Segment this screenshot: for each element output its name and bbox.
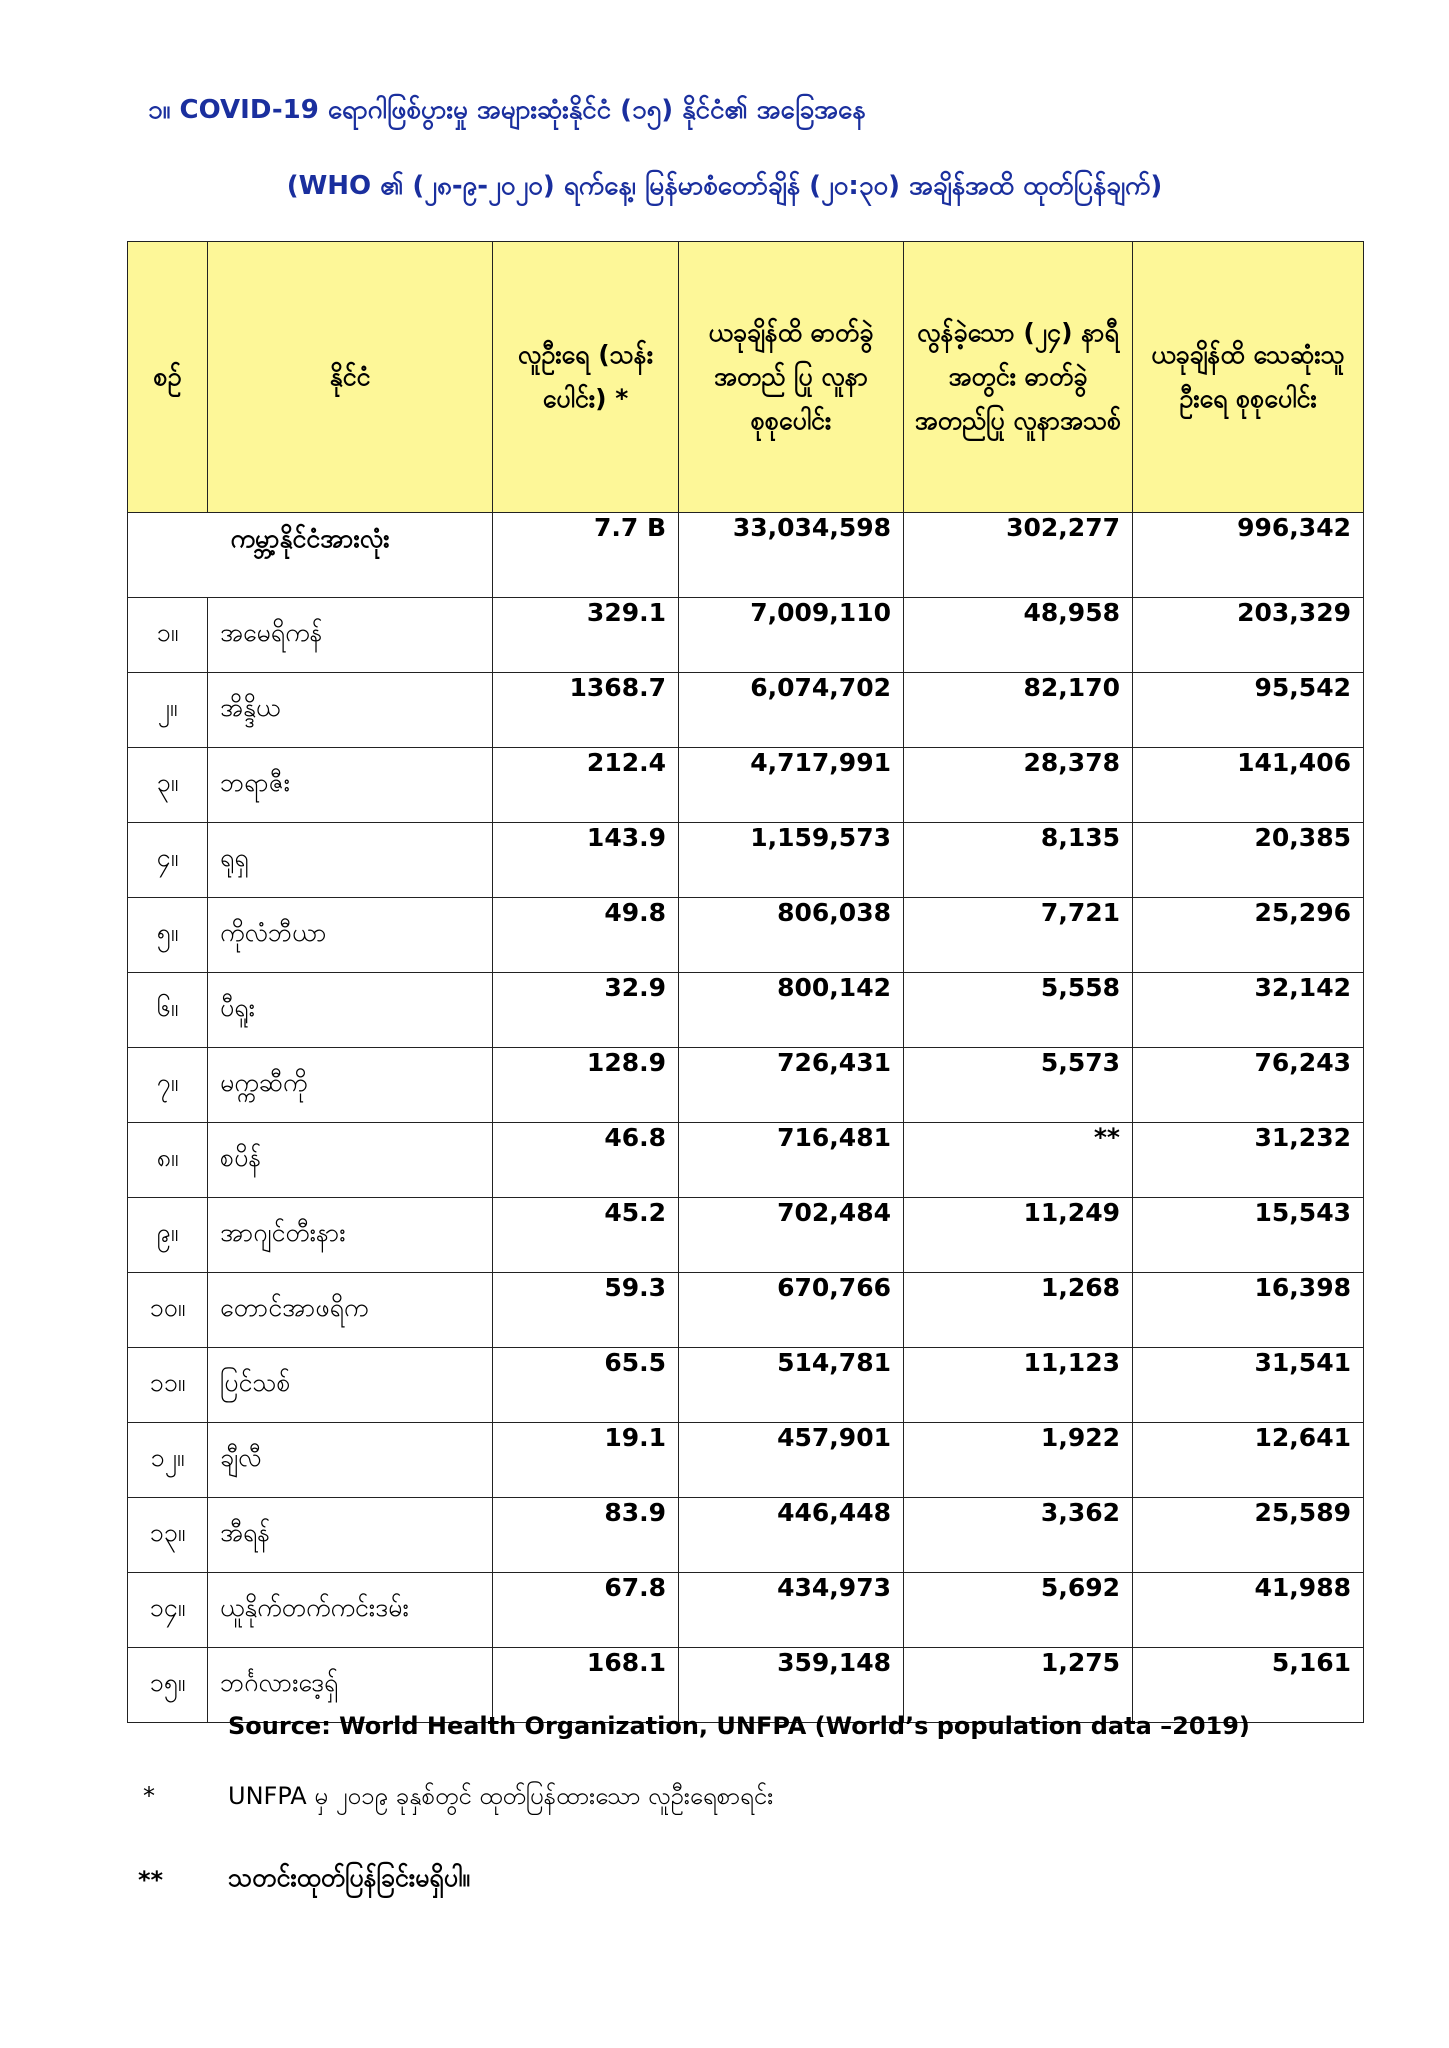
row-index: ၈။ <box>128 1123 208 1198</box>
row-population: 128.9 <box>493 1048 679 1123</box>
footnote-text: UNFPA မှ ၂၀၁၉ ခုနှစ်တွင် ထုတ်ပြန်ထားသော လူဦးရေစာရင်း <box>228 1782 774 1810</box>
table-row <box>128 1198 1364 1273</box>
row-country: တောင်အာဖရိက <box>208 1273 493 1348</box>
row-deaths: 25,589 <box>1133 1498 1364 1573</box>
row-deaths: 203,329 <box>1133 598 1364 673</box>
row-country: အမေရိကန် <box>208 598 493 673</box>
total-label: ကမ္ဘာ့နိုင်ငံအားလုံး <box>128 513 493 598</box>
row-population: 32.9 <box>493 973 679 1048</box>
row-index: ၁၀။ <box>128 1273 208 1348</box>
row-new-cases: 11,123 <box>904 1348 1133 1423</box>
row-index: ၂။ <box>128 673 208 748</box>
header-index: စဉ် <box>128 242 208 513</box>
header-deaths: ယခုချိန်ထိ သေဆုံးသူဦးရေ စုစုပေါင်း <box>1133 242 1364 513</box>
row-new-cases: 5,573 <box>904 1048 1133 1123</box>
row-new-cases: 7,721 <box>904 898 1133 973</box>
row-deaths: 15,543 <box>1133 1198 1364 1273</box>
row-population: 329.1 <box>493 598 679 673</box>
row-deaths: 25,296 <box>1133 898 1364 973</box>
row-deaths: 41,988 <box>1133 1573 1364 1648</box>
row-country: ယူနိုက်တက်ကင်းဒမ်း <box>208 1573 493 1648</box>
row-deaths: 141,406 <box>1133 748 1364 823</box>
footnote-text: သတင်းထုတ်ပြန်ခြင်းမရှိပါ။ <box>228 1863 470 1892</box>
row-deaths: 95,542 <box>1133 673 1364 748</box>
covid-table <box>127 241 1364 1723</box>
total-total-cases: 33,034,598 <box>679 513 904 598</box>
row-index: ၃။ <box>128 748 208 823</box>
row-index: ၁၂။ <box>128 1423 208 1498</box>
source-note: Source: World Health Organization, UNFPA (World’s population data –2019) <box>228 1712 1250 1740</box>
page-title: ၁။ COVID-19 ရောဂါဖြစ်ပွားမှု အများဆုံးနိုင်ငံ (၁၅) နိုင်ငံ၏ အခြေအနေ <box>148 95 866 125</box>
row-deaths: 5,161 <box>1133 1648 1364 1723</box>
table-row <box>128 1348 1364 1423</box>
row-deaths: 76,243 <box>1133 1048 1364 1123</box>
row-new-cases: 82,170 <box>904 673 1133 748</box>
row-total-cases: 702,484 <box>679 1198 904 1273</box>
row-country: ပြင်သစ် <box>208 1348 493 1423</box>
row-total-cases: 4,717,991 <box>679 748 904 823</box>
table-row <box>128 1273 1364 1348</box>
row-country: ဘင်္ဂလားဒေ့ရှ် <box>208 1648 493 1723</box>
total-deaths: 996,342 <box>1133 513 1364 598</box>
header-new-cases: လွန်ခဲ့သော (၂၄) နာရီ အတွင်း ဓာတ်ခွဲ အတည်ပြု လူနာအသစ် <box>904 242 1133 513</box>
row-new-cases: 1,275 <box>904 1648 1133 1723</box>
row-index: ၁၁။ <box>128 1348 208 1423</box>
row-population: 168.1 <box>493 1648 679 1723</box>
table-row <box>128 1123 1364 1198</box>
row-deaths: 31,232 <box>1133 1123 1364 1198</box>
row-population: 67.8 <box>493 1573 679 1648</box>
row-population: 19.1 <box>493 1423 679 1498</box>
header-total-cases: ယခုချိန်ထိ ဓာတ်ခွဲအတည် ပြု လူနာ စုစုပေါင်း <box>679 242 904 513</box>
row-country: အိန္ဒိယ <box>208 673 493 748</box>
row-deaths: 31,541 <box>1133 1348 1364 1423</box>
row-total-cases: 806,038 <box>679 898 904 973</box>
row-new-cases: 8,135 <box>904 823 1133 898</box>
row-new-cases: 28,378 <box>904 748 1133 823</box>
footnote-mark: ** <box>138 1866 164 1894</box>
row-country: မက္ကဆီကို <box>208 1048 493 1123</box>
row-deaths: 20,385 <box>1133 823 1364 898</box>
row-index: ၁၅။ <box>128 1648 208 1723</box>
row-new-cases: 1,922 <box>904 1423 1133 1498</box>
row-index: ၇။ <box>128 1048 208 1123</box>
row-country: အီရန် <box>208 1498 493 1573</box>
row-population: 212.4 <box>493 748 679 823</box>
table-header-row <box>128 242 1364 513</box>
row-total-cases: 7,009,110 <box>679 598 904 673</box>
row-total-cases: 726,431 <box>679 1048 904 1123</box>
row-index: ၁။ <box>128 598 208 673</box>
row-index: ၄။ <box>128 823 208 898</box>
row-total-cases: 457,901 <box>679 1423 904 1498</box>
row-deaths: 16,398 <box>1133 1273 1364 1348</box>
row-total-cases: 716,481 <box>679 1123 904 1198</box>
table-row <box>128 973 1364 1048</box>
row-total-cases: 446,448 <box>679 1498 904 1573</box>
row-country: ကိုလံဘီယာ <box>208 898 493 973</box>
row-index: ၁၄။ <box>128 1573 208 1648</box>
row-country: စပိန် <box>208 1123 493 1198</box>
footnote-mark: * <box>143 1782 155 1810</box>
row-index: ၅။ <box>128 898 208 973</box>
row-population: 49.8 <box>493 898 679 973</box>
row-total-cases: 6,074,702 <box>679 673 904 748</box>
row-country: ပီရူး <box>208 973 493 1048</box>
row-country: အာဂျင်တီးနား <box>208 1198 493 1273</box>
table-row <box>128 1048 1364 1123</box>
row-total-cases: 670,766 <box>679 1273 904 1348</box>
row-population: 59.3 <box>493 1273 679 1348</box>
row-new-cases: 48,958 <box>904 598 1133 673</box>
table-row <box>128 823 1364 898</box>
row-new-cases: 5,692 <box>904 1573 1133 1648</box>
row-total-cases: 800,142 <box>679 973 904 1048</box>
row-population: 65.5 <box>493 1348 679 1423</box>
table-row <box>128 898 1364 973</box>
row-country: ရုရှ <box>208 823 493 898</box>
row-total-cases: 359,148 <box>679 1648 904 1723</box>
row-population: 1368.7 <box>493 673 679 748</box>
row-population: 143.9 <box>493 823 679 898</box>
row-total-cases: 514,781 <box>679 1348 904 1423</box>
row-index: ၉။ <box>128 1198 208 1273</box>
row-new-cases: 11,249 <box>904 1198 1133 1273</box>
table-row <box>128 1498 1364 1573</box>
table-row <box>128 598 1364 673</box>
table-row <box>128 748 1364 823</box>
table-row <box>128 1423 1364 1498</box>
header-country: နိုင်ငံ <box>208 242 493 513</box>
row-population: 46.8 <box>493 1123 679 1198</box>
row-country: ချီလီ <box>208 1423 493 1498</box>
row-new-cases: 5,558 <box>904 973 1133 1048</box>
row-index: ၆။ <box>128 973 208 1048</box>
row-deaths: 12,641 <box>1133 1423 1364 1498</box>
row-index: ၁၃။ <box>128 1498 208 1573</box>
row-total-cases: 434,973 <box>679 1573 904 1648</box>
page-subtitle: (WHO ၏ (၂၈-၉-၂၀၂၀) ရက်နေ့၊ မြန်မာစံတော်ချိန် (၂၀:၃၀) အချိန်အထိ ထုတ်ပြန်ချက်) <box>286 171 1163 201</box>
row-country: ဘရာဇီး <box>208 748 493 823</box>
row-new-cases: ** <box>904 1123 1133 1198</box>
row-new-cases: 3,362 <box>904 1498 1133 1573</box>
total-population: 7.7 B <box>493 513 679 598</box>
table-row <box>128 1573 1364 1648</box>
header-population: လူဦးရေ (သန်းပေါင်း) * <box>493 242 679 513</box>
table-row <box>128 673 1364 748</box>
total-new-cases: 302,277 <box>904 513 1133 598</box>
row-total-cases: 1,159,573 <box>679 823 904 898</box>
row-new-cases: 1,268 <box>904 1273 1133 1348</box>
row-deaths: 32,142 <box>1133 973 1364 1048</box>
total-row <box>128 513 1364 598</box>
row-population: 83.9 <box>493 1498 679 1573</box>
row-population: 45.2 <box>493 1198 679 1273</box>
